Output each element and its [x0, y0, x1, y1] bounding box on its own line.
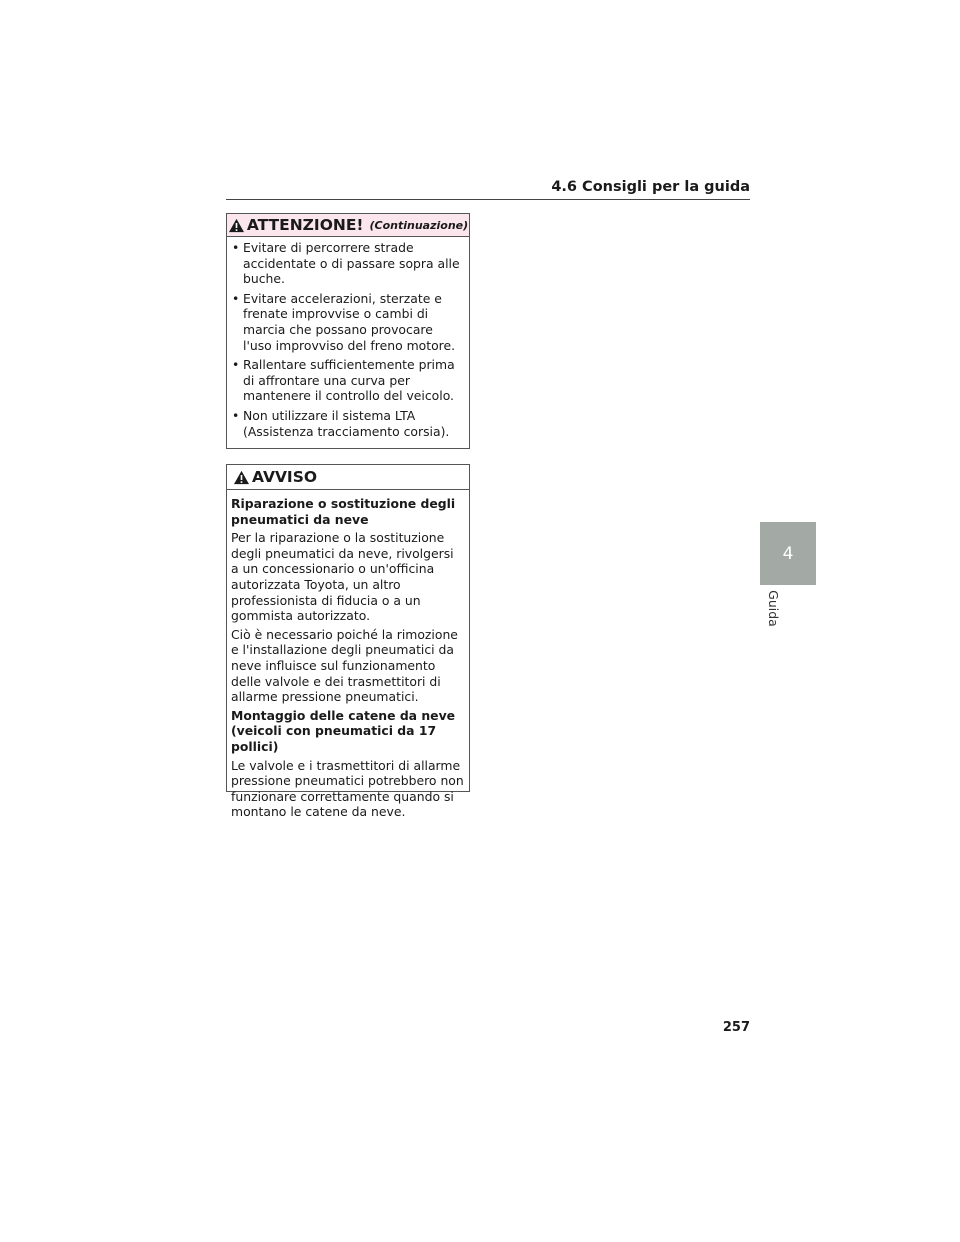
attention-bullet: • Rallentare sufficientemente prima di affrontare una curva per mantenere il controllo del veicolo.	[231, 357, 465, 404]
chapter-number: 4	[782, 543, 794, 564]
notice-box	[226, 464, 470, 820]
notice-paragraph: Le valvole e i trasmettitori di allarme pressione pneumatici potrebbero non funzionare correttamente quando si montano le catene da neve.	[231, 757, 464, 820]
notice-subheading: Montaggio delle catene da neve (veicoli con pneumatici da 17 pollici)	[231, 707, 456, 754]
notice-body	[227, 490, 469, 820]
notice-title: AVVISO	[252, 468, 318, 486]
attention-body	[227, 237, 469, 439]
notice-paragraph: Per la riparazione o la sostituzione degli pneumatici da neve, rivolgersi a un concessionario o un'officina autorizzata Toyota, un altro professionista di fiducia o a un gommista autorizzato.	[231, 530, 454, 624]
warning-triangle-icon	[233, 470, 250, 485]
notice-subheading: Riparazione o sostituzione degli pneumatici da neve	[231, 496, 456, 527]
attention-bullet: • Non utilizzare il sistema LTA (Assistenza tracciamento corsia).	[231, 408, 465, 439]
warning-triangle-icon	[228, 218, 245, 233]
chapter-label-container	[760, 588, 786, 628]
attention-bullet: • Evitare accelerazioni, sterzate e frenate improvvise o cambi di marcia che possano provocare l'uso improvviso del freno motore.	[231, 291, 465, 353]
attention-box	[226, 213, 470, 449]
attention-bullet: • Evitare di percorrere strade accidentate o di passare sopra alle buche.	[231, 240, 465, 287]
section-header: 4.6 Consigli per la guida	[226, 178, 750, 200]
page-number: 257	[722, 1020, 750, 1035]
notice-header	[227, 465, 469, 490]
chapter-tab	[760, 522, 816, 585]
attention-subtitle: (Continuazione)	[369, 218, 469, 232]
attention-bullet-list	[231, 240, 465, 439]
chapter-label: Guida	[765, 589, 781, 627]
notice-paragraph: Ciò è necessario poiché la rimozione e l'installazione degli pneumatici da neve influisce sul funzionamento delle valvole e dei trasmettitori di allarme pressione pneumatici.	[231, 626, 458, 705]
attention-title: ATTENZIONE!	[246, 216, 364, 234]
attention-header	[227, 214, 469, 237]
